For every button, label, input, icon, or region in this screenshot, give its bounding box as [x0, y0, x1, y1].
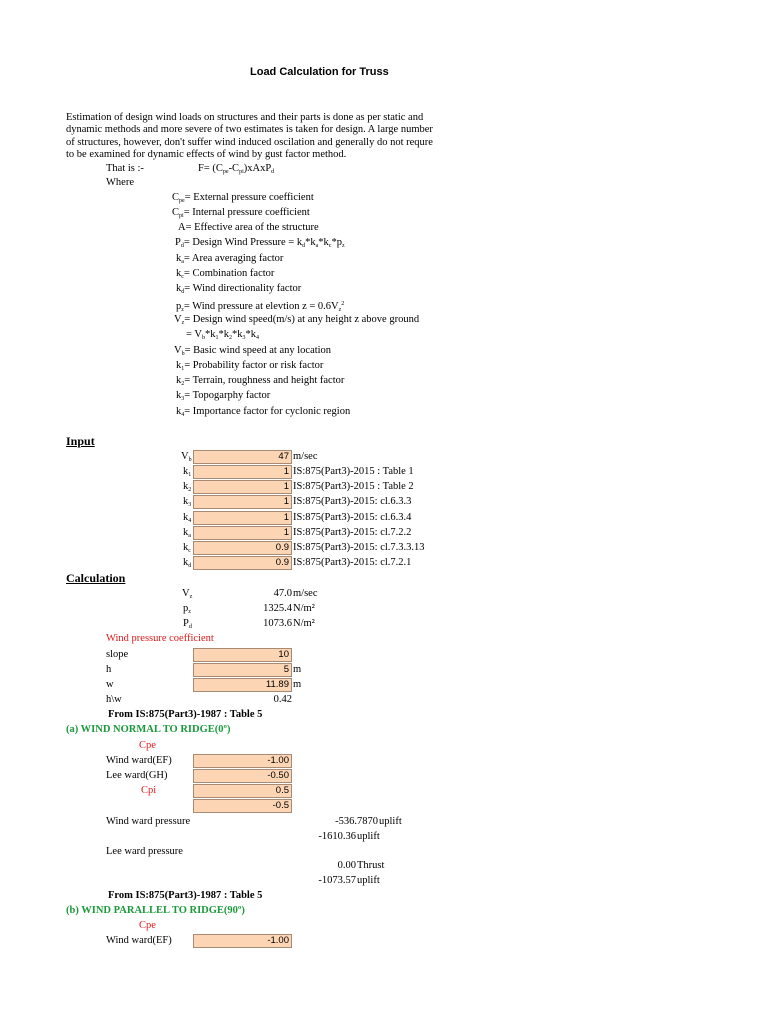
definition-cpi: $C_{pi}=$ Internal pressure coefficient — [172, 207, 310, 219]
definition-vb: $V_b=$ Basic wind speed at any location — [174, 345, 332, 357]
input-label-k1: $k_1$ — [183, 466, 192, 478]
hw-label: h\w — [106, 694, 122, 705]
geometry-label-w: w — [106, 679, 114, 690]
where-label: Where — [106, 177, 134, 188]
calc-unit-pd: N/m² — [293, 618, 315, 629]
a-cpe-label-leeward: Lee ward(GH) — [106, 770, 168, 781]
a-cpe-cell-leeward[interactable]: -0.50 — [193, 769, 292, 783]
definition-cpe: $C_{pe}=$ External pressure coefficient — [172, 192, 314, 204]
geometry-unit-w: m — [293, 679, 302, 690]
input-label-k2: $k_2$ — [183, 481, 192, 493]
input-ref-ka: IS:875(Part3)-2015: cl.7.2.2 — [293, 527, 412, 538]
input-ref-k3: IS:875(Part3)-2015: cl.6.3.3 — [293, 496, 412, 507]
a-cpi-cell-positive[interactable]: 0.5 — [193, 784, 292, 798]
input-cell-kc[interactable]: 0.9 — [193, 541, 292, 555]
calc-label-vz: $V_z$ — [182, 588, 193, 600]
calc-label-pd: $P_d$ — [183, 618, 192, 630]
geometry-unit-h: m — [293, 664, 302, 675]
definition-vz-formula: = $V_b*k_1*k_2*k_3*k_4$ — [186, 329, 259, 341]
input-ref-kc: IS:875(Part3)-2015: cl.7.3.3.13 — [293, 542, 425, 553]
input-cell-ka[interactable]: 1 — [193, 526, 292, 540]
input-cell-k3[interactable]: 1 — [193, 495, 292, 509]
definition-kc: $k_c=$ Combination factor — [176, 268, 275, 280]
cpi-label-a: Cpi — [141, 785, 157, 796]
calc-value-vz: 47.0 — [273, 588, 292, 599]
cpe-label-a: Cpe — [139, 740, 156, 751]
calc-unit-vz: m/sec — [293, 588, 318, 599]
geometry-label-slope: slope — [106, 649, 129, 660]
intro-line: Estimation of design wind loads on structures and their parts is done as per static and — [66, 112, 424, 123]
page-title: Load Calculation for Truss — [250, 66, 389, 78]
intro-paragraph — [66, 112, 486, 161]
main-formula: $F= (C_{pe}-C_{pi})xAxP_d$ — [198, 163, 275, 175]
table-reference-b: From IS:875(Part3)-1987 : Table 5 — [108, 890, 263, 901]
windward-pressure-unit-1: uplift — [379, 816, 402, 827]
geometry-label-h: h — [106, 664, 112, 675]
section-b-heading: (b) WIND PARALLEL TO RIDGE(90º) — [66, 905, 245, 916]
table-reference-a: From IS:875(Part3)-1987 : Table 5 — [108, 709, 263, 720]
geometry-cell-h[interactable]: 5 — [193, 663, 292, 677]
definition-k1: $k_1=$ Probability factor or risk factor — [176, 360, 324, 372]
a-cpi-cell-negative[interactable]: -0.5 — [193, 799, 292, 813]
intro-line: to be examined for dynamic effects of wind by gust factor method. — [66, 148, 347, 160]
calculation-heading: Calculation — [66, 571, 126, 585]
windward-pressure-label: Wind ward pressure — [106, 816, 191, 827]
input-cell-k1[interactable]: 1 — [193, 465, 292, 479]
intro-line: of structures, however, don't suffer wind induced oscilation and generally do not requre — [66, 136, 433, 148]
a-cpe-label-windward: Wind ward(EF) — [106, 755, 172, 766]
calc-value-pz: 1325.4 — [263, 603, 292, 614]
windward-pressure-value-2: -1610.36 — [318, 831, 356, 842]
leeward-pressure-value-2: -1073.57 — [318, 875, 356, 886]
input-cell-k4[interactable]: 1 — [193, 511, 292, 525]
a-cpe-cell-windward[interactable]: -1.00 — [193, 754, 292, 768]
definition-k3: $k_3=$ Topogarphy factor — [176, 390, 271, 402]
leeward-pressure-label: Lee ward pressure — [106, 846, 183, 857]
input-cell-k2[interactable]: 1 — [193, 480, 292, 494]
b-cpe-label-windward: Wind ward(EF) — [106, 935, 172, 946]
input-label-vb: $V_b$ — [181, 451, 192, 463]
intro-line: dynamic methods and more severe of two estimates is taken for design. A large number — [66, 124, 433, 136]
wind-pressure-coefficient-label: Wind pressure coefficient — [106, 633, 214, 644]
input-cell-vb[interactable]: 47 — [193, 450, 292, 464]
geometry-cell-w[interactable]: 11.89 — [193, 678, 292, 692]
input-label-k3: $k_3$ — [183, 496, 192, 508]
input-ref-vb: m/sec — [293, 451, 318, 462]
input-cell-kd[interactable]: 0.9 — [193, 556, 292, 570]
section-a-heading: (a) WIND NORMAL TO RIDGE(0º) — [66, 724, 231, 735]
leeward-pressure-unit-2: uplift — [357, 875, 380, 886]
definition-a: A= Effective area of the structure — [178, 222, 319, 233]
input-label-k4: $k_4$ — [183, 512, 192, 524]
definition-ka: $k_a=$ Area averaging factor — [176, 253, 284, 265]
definition-pz: $p_z=$ Wind pressure at elevtion $z = 0.6V_z^2$ — [176, 301, 345, 313]
cpe-label-b: Cpe — [139, 920, 156, 931]
definition-k2: $k_2=$ Terrain, roughness and height factor — [176, 375, 345, 387]
input-label-ka: $k_a$ — [183, 527, 191, 539]
windward-pressure-value-1: -536.7870 — [335, 816, 378, 827]
calc-unit-pz: N/m² — [293, 603, 315, 614]
input-ref-kd: IS:875(Part3)-2015: cl.7.2.1 — [293, 557, 412, 568]
input-ref-k4: IS:875(Part3)-2015: cl.6.3.4 — [293, 512, 412, 523]
input-ref-k2: IS:875(Part3)-2015 : Table 2 — [293, 481, 414, 492]
leeward-pressure-unit-1: Thrust — [357, 860, 385, 871]
input-heading: Input — [66, 434, 95, 448]
that-is-label: That is :- — [106, 163, 144, 174]
geometry-cell-slope[interactable]: 10 — [193, 648, 292, 662]
b-cpe-cell-windward[interactable]: -1.00 — [193, 934, 292, 948]
hw-value: 0.42 — [273, 694, 292, 705]
calc-label-pz: $p_z$ — [183, 603, 191, 615]
windward-pressure-unit-2: uplift — [357, 831, 380, 842]
input-label-kc: $k_c$ — [183, 542, 191, 554]
input-label-kd: $k_d$ — [183, 557, 192, 569]
definition-pd: $P_d=$ Design Wind Pressure = $k_d*k_a*k_c*p_z$ — [175, 237, 345, 249]
calc-value-pd: 1073.6 — [263, 618, 292, 629]
leeward-pressure-value-1: 0.00 — [337, 860, 356, 871]
input-ref-k1: IS:875(Part3)-2015 : Table 1 — [293, 466, 414, 477]
definition-vz: $V_z=$ Design wind speed(m/s) at any height z above ground — [174, 314, 420, 326]
definition-k4: $k_4=$ Importance factor for cyclonic region — [176, 406, 351, 418]
definition-kd: $k_d=$ Wind directionality factor — [176, 283, 302, 295]
